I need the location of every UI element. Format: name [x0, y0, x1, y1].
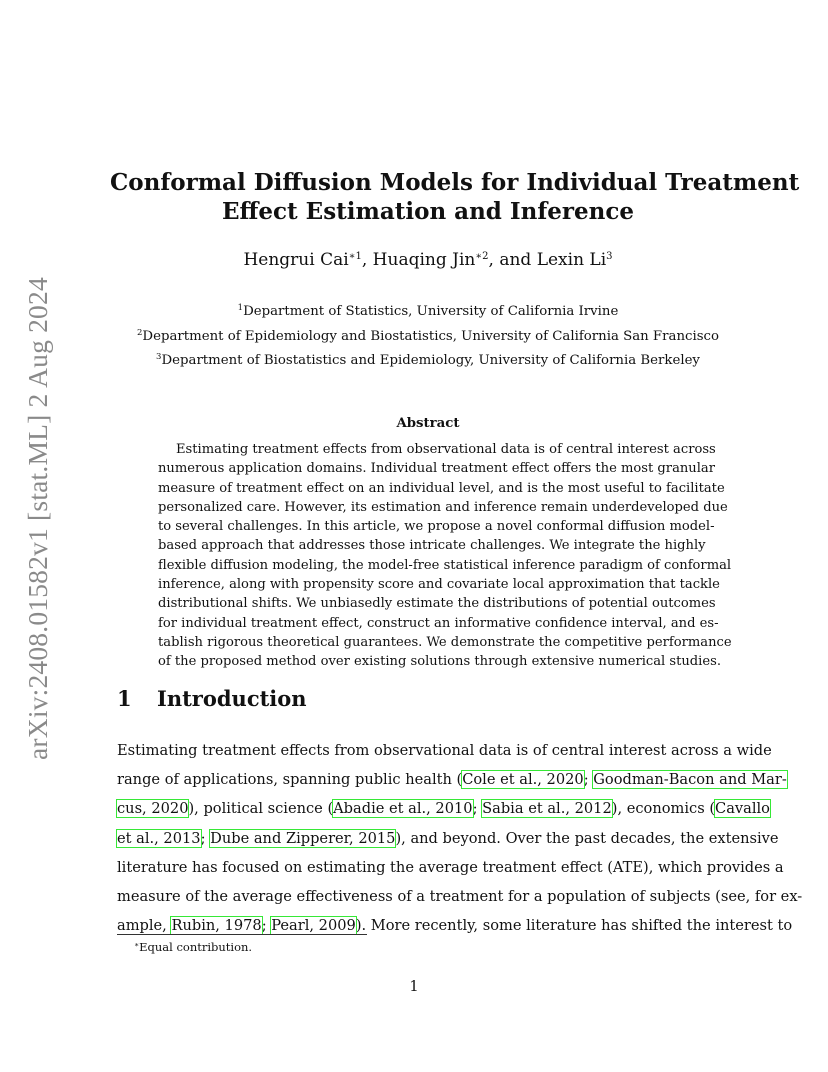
- abstract-line: based approach that addresses those intricate challenges. We integrate the highly: [158, 538, 706, 554]
- intro-text: ample,: [117, 917, 172, 935]
- paper-title: [110, 168, 800, 226]
- author-mark: ∗1: [348, 251, 362, 262]
- intro-line: [117, 794, 770, 823]
- author-mark: 3: [606, 251, 613, 262]
- section-title: Introduction: [157, 686, 307, 711]
- affiliation-list: [110, 298, 746, 372]
- intro-text: ;: [472, 800, 483, 818]
- affiliation-text: Department of Biostatistics and Epidemiology, University of California Berkeley: [161, 353, 700, 368]
- author-separator: ,: [361, 250, 373, 270]
- author-name: Huaqing Jin: [372, 250, 476, 270]
- intro-text: Estimating treatment effects from observational data is of central interest across a wide: [117, 742, 772, 759]
- intro-text: ;: [583, 771, 594, 789]
- abstract-line: distributional shifts. We unbiasedly estimate the distributions of potential outcomes: [158, 596, 716, 612]
- intro-text: ), political science (: [188, 800, 334, 818]
- affiliation-3: [110, 347, 746, 372]
- intro-text: literature has focused on estimating the average treatment effect (ATE), which provides a: [117, 858, 784, 876]
- citation-link-dube-2015[interactable]: Dube and Zipperer, 2015: [210, 829, 396, 847]
- section-number: 1: [117, 686, 132, 711]
- author-separator: , and: [488, 250, 537, 270]
- citation-link-rubin-1978[interactable]: Rubin, 1978: [171, 917, 262, 935]
- intro-line: [117, 853, 784, 882]
- intro-text: ;: [200, 829, 211, 847]
- section-heading-introduction: [117, 686, 307, 711]
- citation-link-cole-2020[interactable]: Cole et al., 2020: [462, 771, 584, 789]
- footnote: [134, 940, 252, 954]
- abstract-line: measure of treatment effect on an individual level, and is the most useful to facilitate: [158, 480, 725, 496]
- title-line-1: Conformal Diffusion Models for Individual Treatment: [110, 169, 800, 196]
- affiliation-2: [110, 323, 746, 348]
- intro-text: ), economics (: [611, 800, 716, 818]
- abstract-line: to several challenges. In this article, we propose a novel conformal diffusion model-: [158, 519, 715, 535]
- abstract-line: tablish rigorous theoretical guarantees. We demonstrate the competitive performance: [158, 634, 732, 650]
- arxiv-identifier-stamp: arXiv:2408.01582v1 [stat.ML] 2 Aug 2024: [22, 277, 53, 760]
- author-name: Hengrui Cai: [243, 250, 349, 270]
- footnote-mark: ∗: [134, 940, 140, 949]
- abstract-line: personalized care. However, its estimation and inference remain underdeveloped due: [158, 499, 728, 515]
- citation-link-pearl-2009[interactable]: Pearl, 2009: [271, 917, 356, 935]
- intro-line: [117, 882, 803, 911]
- abstract-line: of the proposed method over existing solutions through extensive numerical studies.: [158, 654, 721, 670]
- citation-link-goodman-bacon-2020[interactable]: Goodman-Bacon and Mar-: [593, 771, 787, 789]
- footnote-text: Equal contribution.: [139, 940, 253, 954]
- page-number: 1: [409, 978, 419, 995]
- abstract-body: [158, 440, 732, 672]
- intro-text: ;: [261, 917, 272, 935]
- intro-line: [117, 824, 779, 853]
- abstract-line: Estimating treatment effects from observational data is of central interest across: [176, 442, 716, 457]
- abstract-heading: Abstract: [396, 416, 460, 431]
- citation-link-goodman-bacon-2020[interactable]: cus, 2020: [117, 800, 189, 818]
- citation-link-sabia-2012[interactable]: Sabia et al., 2012: [482, 800, 612, 818]
- author-list: [110, 250, 746, 270]
- intro-text: ). More recently, some literature has shifted the interest to: [355, 917, 793, 935]
- affiliation-mark: 3: [156, 352, 162, 362]
- citation-link-cavallo-2013[interactable]: et al., 2013: [117, 829, 201, 847]
- title-line-2: Effect Estimation and Inference: [221, 198, 635, 225]
- intro-line: [117, 765, 787, 794]
- intro-text: measure of the average effectiveness of a treatment for a population of subjects (see, for ex-: [117, 888, 803, 906]
- affiliation-text: Department of Epidemiology and Biostatistics, University of California San Francisco: [142, 328, 719, 344]
- intro-line: [117, 736, 772, 765]
- abstract-line: flexible diffusion modeling, the model-free statistical inference paradigm of conformal: [158, 557, 732, 573]
- footnote-divider: [117, 934, 367, 935]
- affiliation-1: [110, 298, 746, 323]
- abstract-line: for individual treatment effect, construct an informative confidence interval, and es-: [158, 615, 719, 631]
- intro-text: ), and beyond. Over the past decades, the extensive: [395, 829, 779, 847]
- author-mark: ∗2: [475, 251, 489, 262]
- intro-text: range of applications, spanning public health (: [117, 771, 463, 789]
- citation-link-abadie-2010[interactable]: Abadie et al., 2010: [333, 800, 473, 818]
- citation-link-cavallo-2013[interactable]: Cavallo: [715, 800, 770, 818]
- author-name: Lexin Li: [536, 250, 607, 270]
- abstract-line: numerous application domains. Individual treatment effect offers the most granular: [158, 461, 715, 477]
- affiliation-text: Department of Statistics, University of California Irvine: [243, 304, 619, 319]
- affiliation-mark: 2: [137, 327, 143, 338]
- introduction-paragraph: [117, 736, 803, 940]
- intro-line: [117, 911, 793, 940]
- abstract-line: inference, along with propensity score and covariate local approximation that tackle: [158, 577, 720, 593]
- affiliation-mark: 1: [237, 303, 244, 313]
